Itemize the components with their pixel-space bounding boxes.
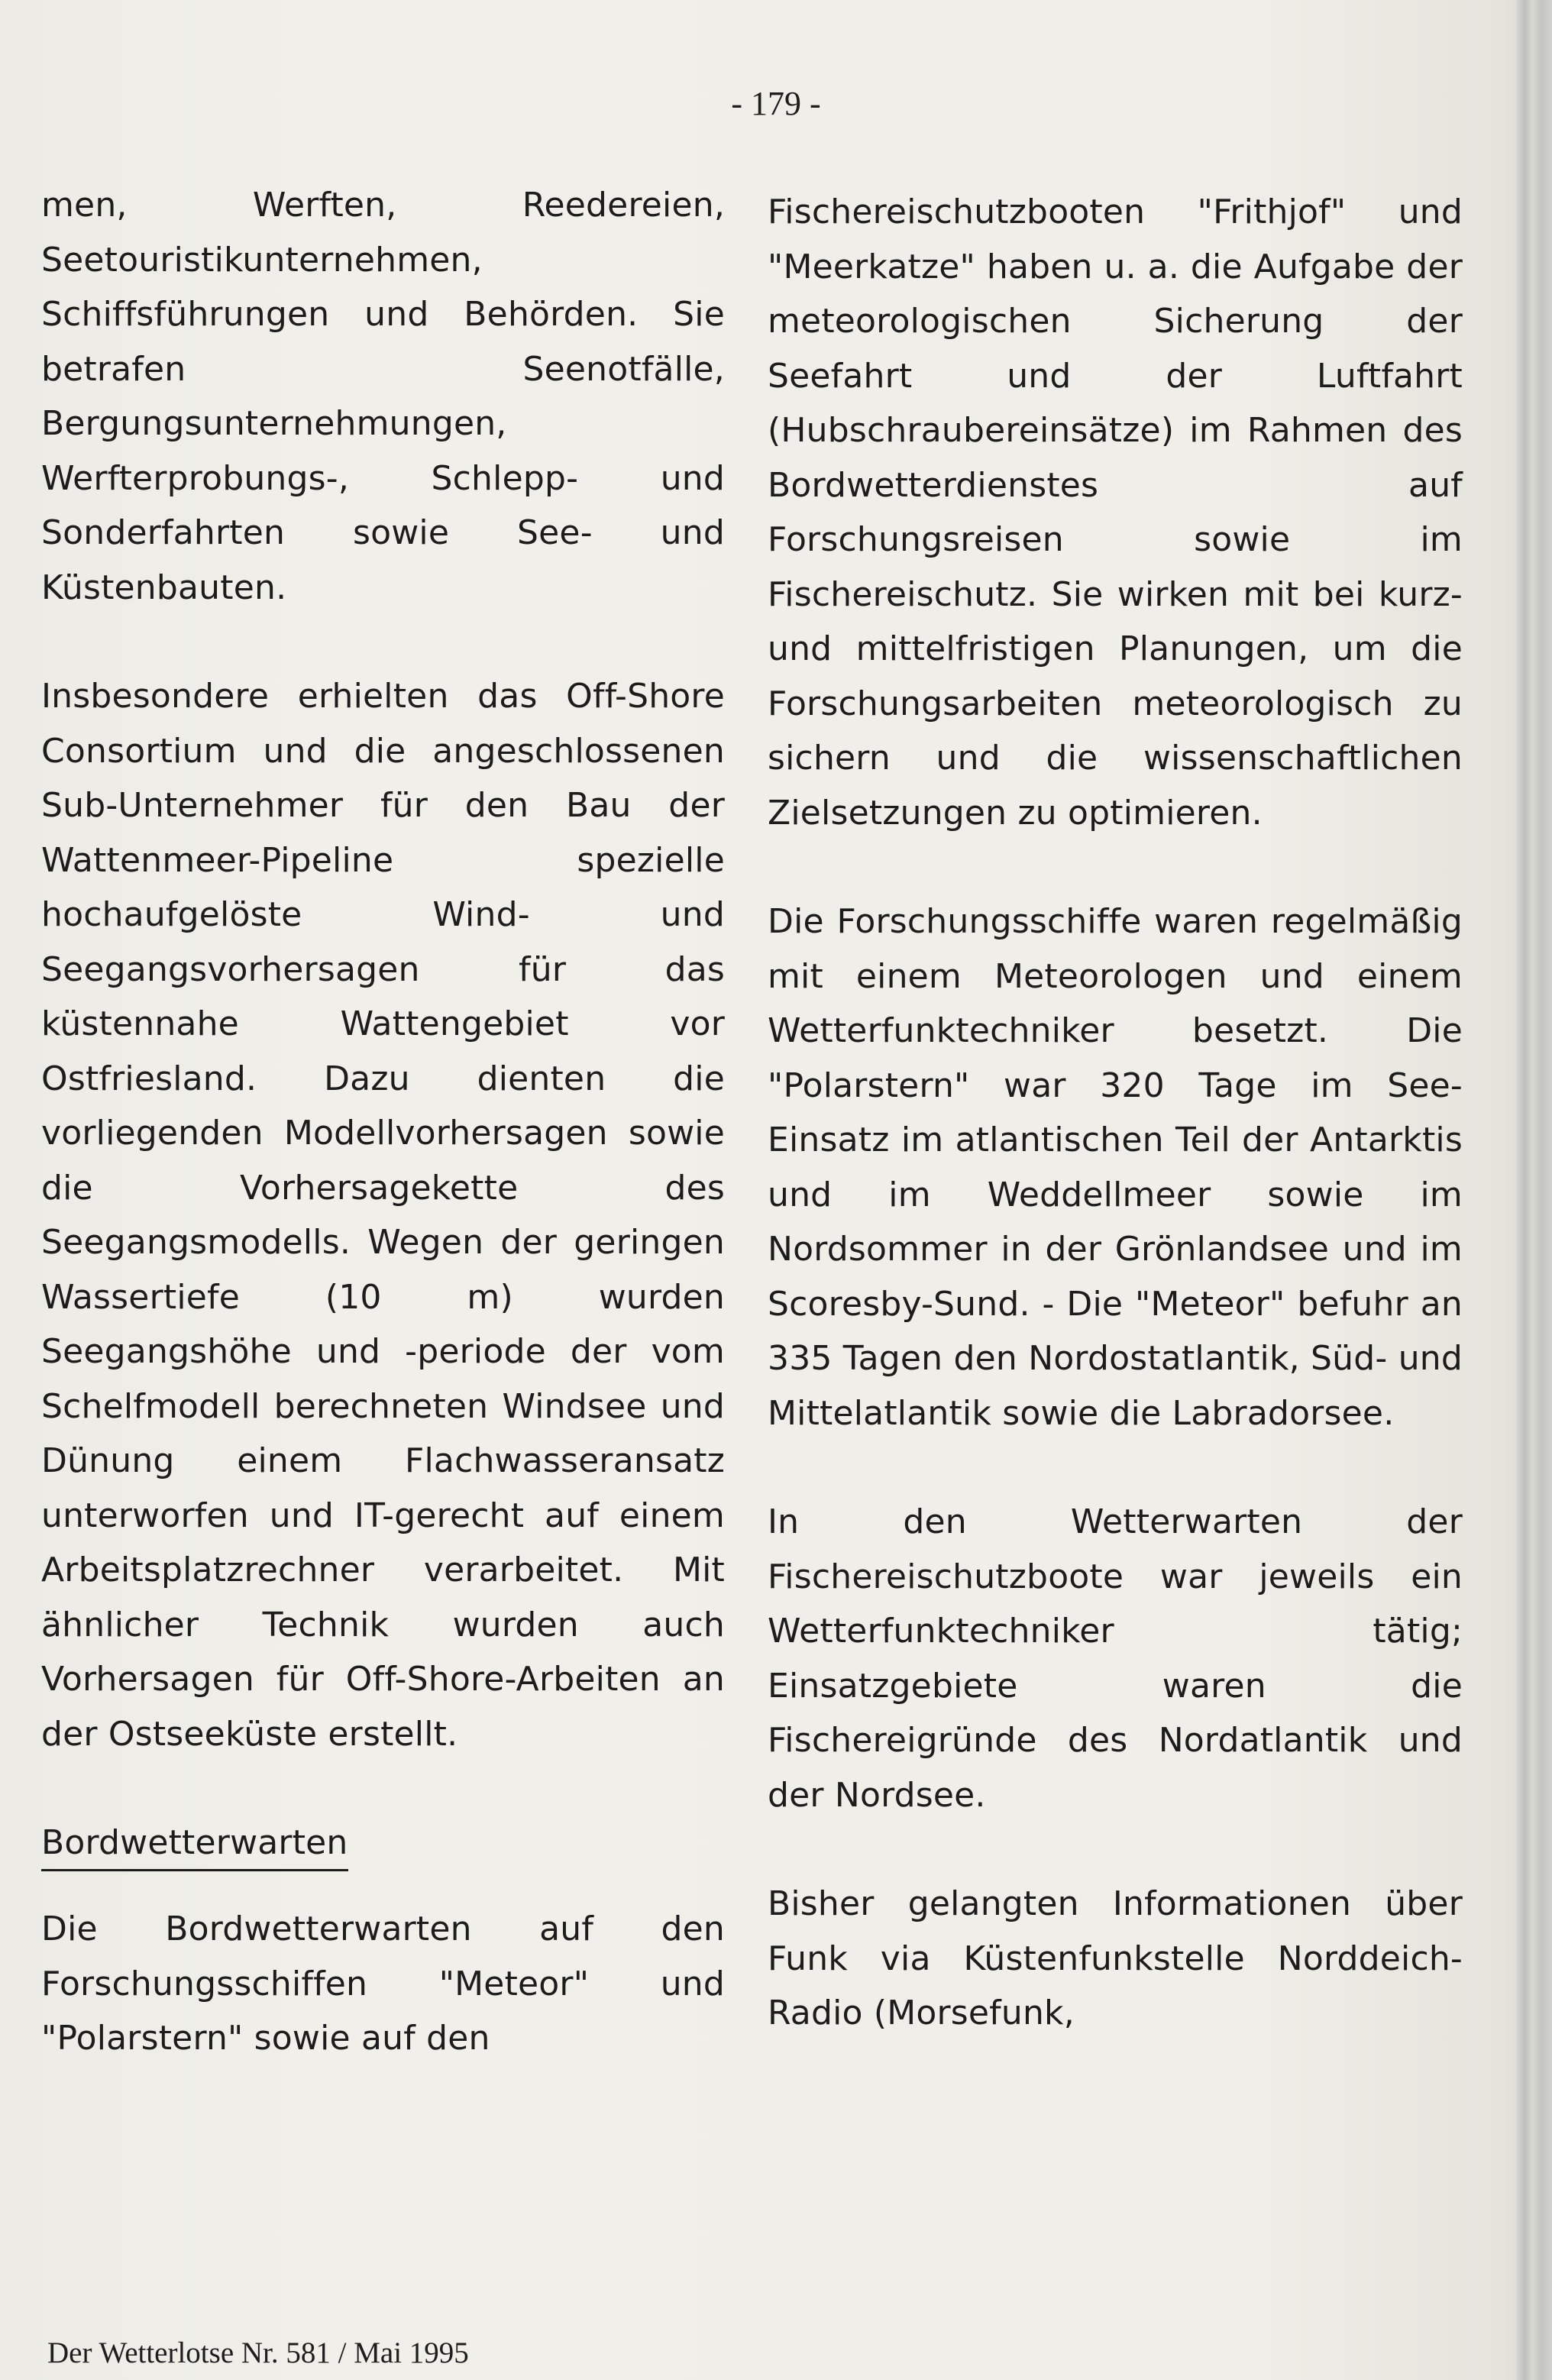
section-heading: Bordwetterwarten: [41, 1819, 348, 1871]
right-paragraph-2: Die Forschungsschiffe waren regelmäßig mit einem Meteorologen und einem Wetterfunktechniker besetzt. Die "Polarstern" war 320 Tage im See-Einsatz im atlantischen Teil der Antarktis und im Weddellmeer sowie im Nordsommer in der Grönlandsee und im Scoresby-Sund. - Die "Meteor" befuhr an 335 Tagen den Nordostatlantik, Süd- und Mittelatlantik sowie die Labradorsee.: [768, 902, 1463, 1433]
left-paragraph-2: Insbesondere erhielten das Off-Shore Consortium und die angeschlossenen Sub-Unternehmer für den Bau der Wattenmeer-Pipeline spezielle hochaufgelöste Wind- und Seegangsvorhersagen für das küstennahe Wattengebiet vor Ostfriesland. Dazu dienten die vorliegenden Modellvorhersagen sowie die Vorhersagekette des Seegangsmodells. Wegen der geringen Wassertiefe (10 m) wurden Seegangshöhe und -periode der vom Schelfmodell berechneten Windsee und Dünung einem Flachwasseransatz unterworfen und IT-gerecht auf einem Arbeitsplatzrechner verarbeitet. Mit ähnlicher Technik wurden auch Vorhersagen für Off-Shore-Arbeiten an der Ostseeküste erstellt.: [41, 677, 725, 1754]
left-paragraph-1: men, Werften, Reedereien, Seetouristikunternehmen, Schiffsführungen und Behörden. Sie betrafen Seenotfälle, Bergungsunternehmungen, Werfterprobungs-, Schlepp- und Sonderfahrten sowie See- und Küstenbauten.: [41, 186, 725, 607]
right-paragraph-1: Fischereischutzbooten "Frithjof" und "Meerkatze" haben u. a. die Aufgabe der meteorologischen Sicherung der Seefahrt und der Luftfahrt (Hubschraubereinsätze) im Rahmen des Bordwetterdienstes auf Forschungsreisen sowie im Fischereischutz. Sie wirken mit bei kurz- und mittelfristigen Planungen, um die Forschungsarbeiten meteorologisch zu sichern und die wissenschaftlichen Zielsetzungen zu optimieren.: [768, 192, 1463, 833]
footer-citation: Der Wetterlotse Nr. 581 / Mai 1995: [47, 2336, 469, 2369]
right-column: [768, 185, 1463, 2041]
left-paragraph-3: Die Bordwetterwarten auf den Forschungsschiffen "Meteor" und "Polarstern" sowie auf den: [41, 1909, 725, 2058]
page-edge: [1516, 0, 1552, 2380]
left-column: [41, 178, 725, 2066]
right-paragraph-4: Bisher gelangten Informationen über Funk via Küstenfunkstelle Norddeich-Radio (Morsefunk,: [768, 1884, 1463, 2032]
right-paragraph-3: In den Wetterwarten der Fischereischutzboote war jeweils ein Wetterfunktechniker tätig; Einsatzgebiete waren die Fischereigründe des Nordatlantik und der Nordsee.: [768, 1502, 1463, 1815]
page-number: - 179 -: [731, 85, 821, 122]
